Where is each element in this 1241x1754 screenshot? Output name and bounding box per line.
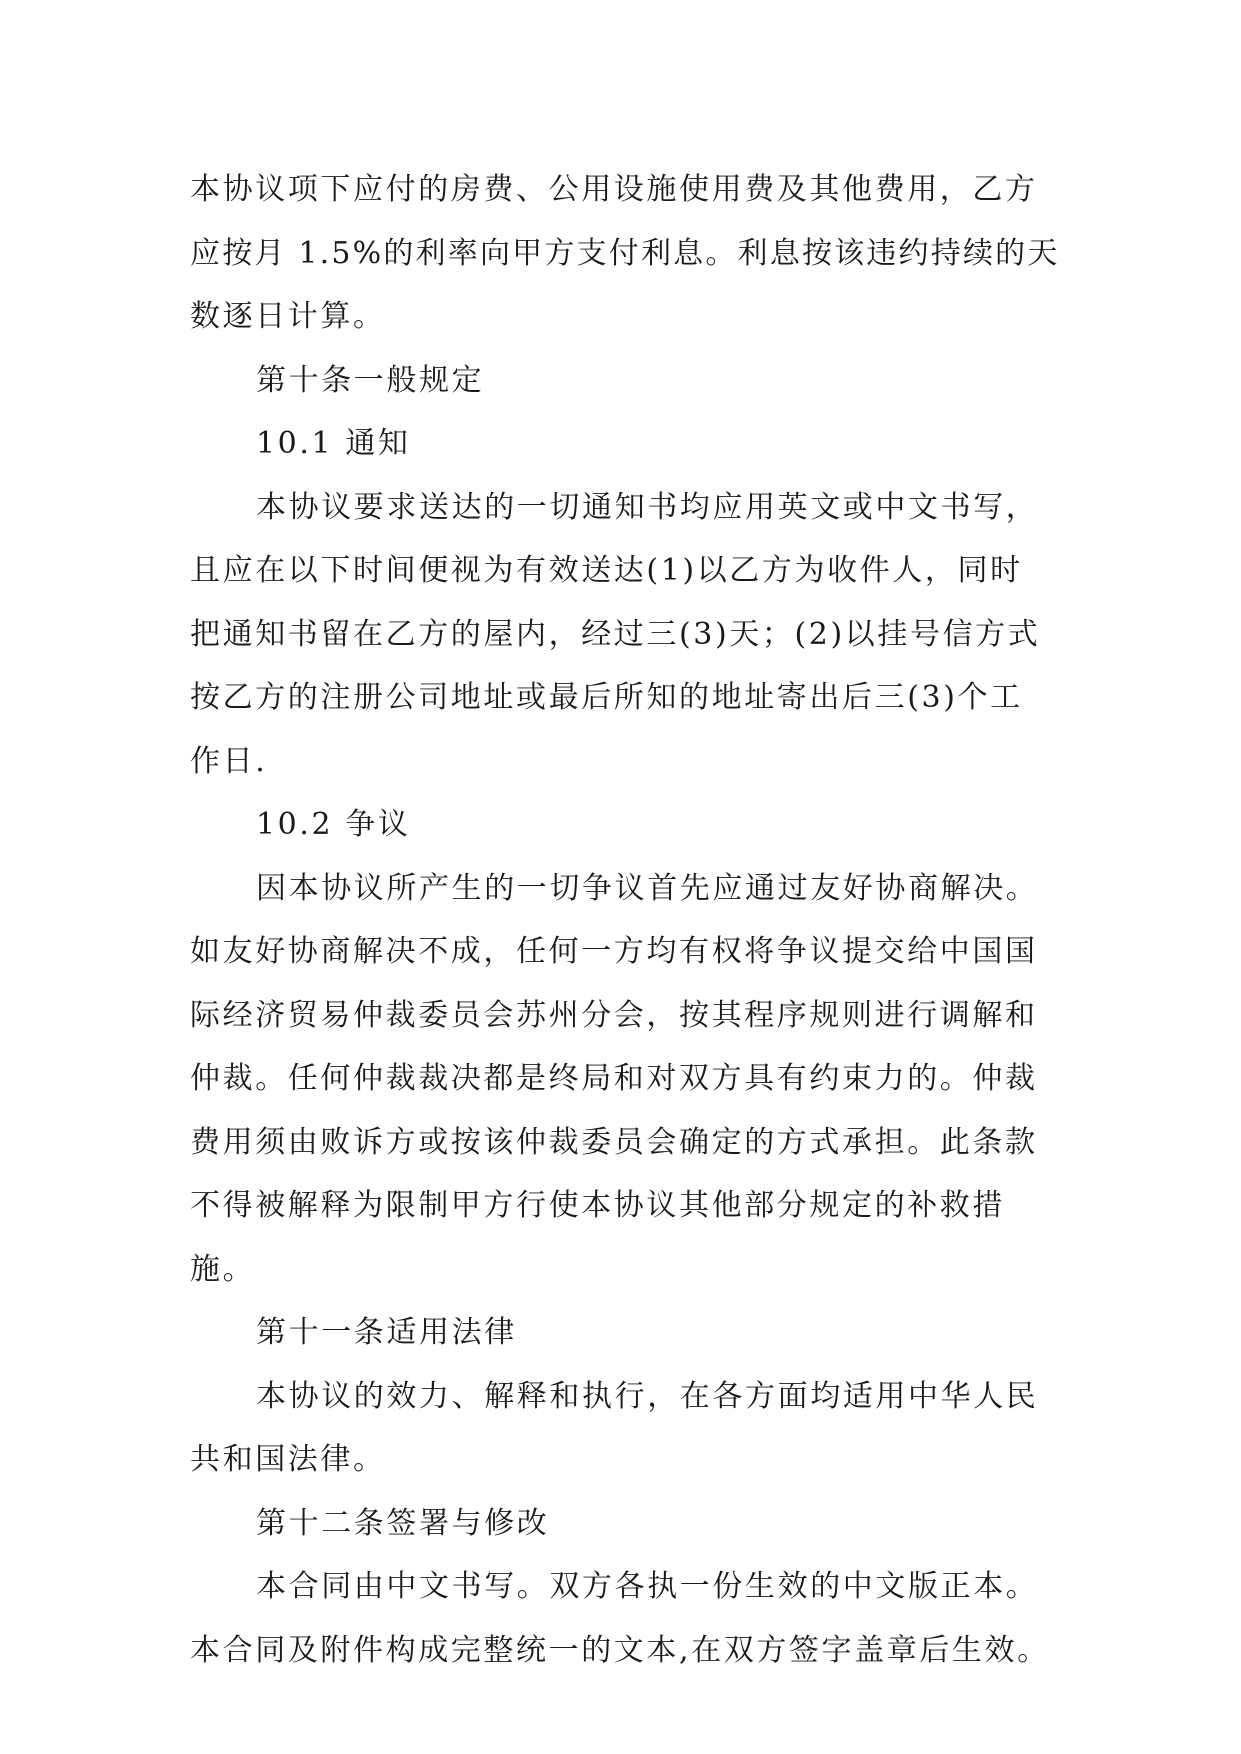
text-line: 本合同由中文书写。双方各执一份生效的中文版正本。 (256, 1569, 1039, 1604)
text-line: 因本协议所产生的一切争议首先应通过友好协商解决。 (256, 870, 1039, 906)
document-body (190, 158, 1060, 1682)
text-line: 共和国法律。 (190, 1442, 386, 1477)
section-heading: 第十条一般规定 (256, 362, 485, 398)
subsection-heading: 10.1 通知 (256, 426, 411, 461)
text-line: 不得被解释为限制甲方行使本协议其他部分规定的补救措 (190, 1188, 1005, 1223)
text-line: 把通知书留在乙方的屋内，经过三(3)天；(2)以挂号信方式 (190, 616, 1041, 652)
text-line: 本合同及附件构成完整统一的文本,在双方签字盖章后生效。 (190, 1632, 1050, 1668)
text-line: 按乙方的注册公司地址或最后所知的地址寄出后三(3)个工 (190, 680, 1023, 715)
text-line: 且应在以下时间便视为有效送达(1)以乙方为收件人，同时 (190, 553, 1023, 588)
section-heading: 第十二条签署与修改 (256, 1505, 550, 1541)
text-line: 数逐日计算。 (190, 299, 386, 334)
text-line: 费用须由败诉方或按该仲裁委员会确定的方式承担。此条款 (190, 1124, 1038, 1160)
text-line: 如友好协商解决不成，任何一方均有权将争议提交给中国国 (190, 934, 1038, 969)
text-line: 本协议要求送达的一切通知书均应用英文或中文书写， (256, 489, 1039, 525)
section-heading: 第十一条适用法律 (256, 1315, 517, 1350)
text-line: 本协议项下应付的房费、公用设施使用费及其他费用，乙方 (190, 172, 1038, 207)
subsection-heading: 10.2 争议 (256, 807, 411, 842)
text-line: 应按月 1.5%的利率向甲方支付利息。利息按该违约持续的天 (190, 235, 1060, 271)
text-line: 本协议的效力、解释和执行，在各方面均适用中华人民 (256, 1378, 1039, 1414)
text-line: 仲裁。任何仲裁裁决都是终局和对双方具有约束力的。仲裁 (190, 1061, 1038, 1096)
text-line: 施。 (190, 1251, 256, 1287)
text-line: 际经济贸易仲裁委员会苏州分会，按其程序规则进行调解和 (190, 997, 1038, 1033)
text-line: 作日. (190, 743, 268, 779)
